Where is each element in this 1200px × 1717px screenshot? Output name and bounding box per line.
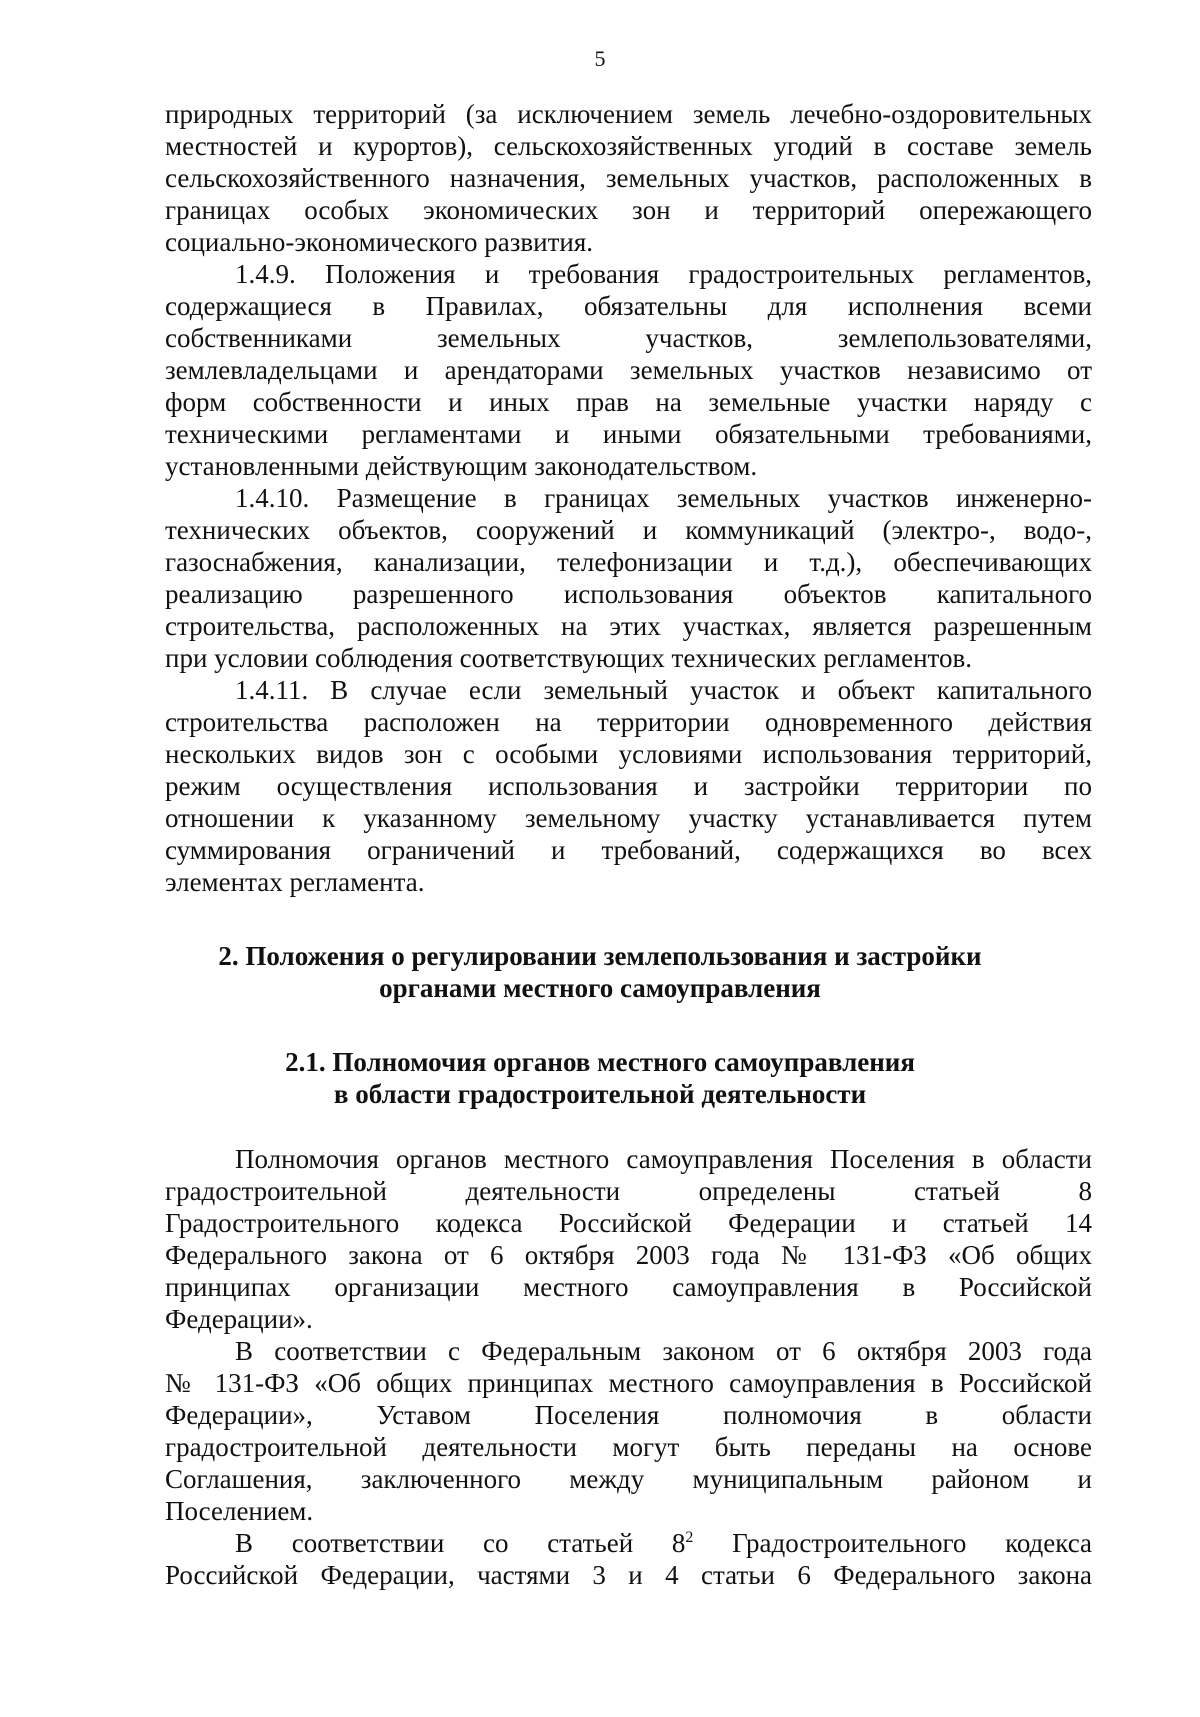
text-line: сельскохозяйственного назначения, земельных участков, расположенных в [165, 163, 1092, 193]
text-line: природных территорий (за исключением земель лечебно-оздоровительных [165, 99, 1092, 129]
text-line: Поселением. [165, 1496, 314, 1526]
text-line: Соглашения, заключенного между муниципальным районом и [165, 1464, 1092, 1494]
text-fragment: В соответствии со статьей 8 [235, 1528, 686, 1558]
text-line: землевладельцами и арендаторами земельных участков независимо от [165, 355, 1092, 385]
text-line: строительства расположен на территории одновременного действия [165, 707, 1092, 737]
text-line: строительства, расположенных на этих участках, является разрешенным [165, 611, 1092, 641]
paragraph-federal-law-first-line: В соответствии с Федеральным законом от 6 октября 2003 года [235, 1336, 1092, 1366]
text-line: форм собственности и иных прав на земельные участки наряду с [165, 387, 1092, 417]
page-number: 5 [594, 46, 606, 71]
text-line: местностей и курортов), сельскохозяйственных угодий в составе земель [165, 131, 1092, 161]
text-line: градостроительной деятельности могут быть переданы на основе [165, 1432, 1092, 1462]
paragraph-article-8-2-first-line [235, 1527, 1092, 1559]
text-line: реализацию разрешенного использования объектов капитального [165, 579, 1092, 609]
text-fragment: Градостроительного кодекса [693, 1528, 1093, 1558]
text-line: градостроительной деятельности определены статьей 8 [165, 1176, 1092, 1206]
text-line: № 131-ФЗ «Об общих принципах местного самоуправления в Российской [165, 1368, 1092, 1398]
paragraph-1-4-10-first-line: 1.4.10. Размещение в границах земельных участков инженерно- [235, 483, 1092, 513]
text-line: отношении к указанному земельному участку устанавливается путем [165, 803, 1092, 833]
text-line: суммирования ограничений и требований, содержащихся во всех [165, 835, 1092, 865]
text-line: содержащиеся в Правилах, обязательны для исполнения всеми [165, 291, 1092, 321]
section-2-heading-line-2: органами местного самоуправления [379, 973, 821, 1003]
text-line: Российской Федерации, частями 3 и 4 статьи 6 Федерального закона [165, 1560, 1092, 1590]
text-line: социально-экономического развития. [165, 227, 594, 257]
text-line: газоснабжения, канализации, телефонизации и т.д.), обеспечивающих [165, 547, 1092, 577]
text-line: техническими регламентами и иными обязательными требованиями, [165, 419, 1092, 449]
text-line: Градостроительного кодекса Российской Федерации и статьей 14 [165, 1208, 1092, 1238]
superscript: 2 [685, 1529, 694, 1546]
text-line: при условии соблюдения соответствующих технических регламентов. [165, 643, 972, 673]
paragraph-1-4-11-first-line: 1.4.11. В случае если земельный участок и объект капитального [235, 675, 1092, 705]
text-line: принципах организации местного самоуправления в Российской [165, 1272, 1092, 1302]
paragraph-1-4-9-first-line: 1.4.9. Положения и требования градостроительных регламентов, [235, 259, 1092, 289]
text-line: собственниками земельных участков, землепользователями, [165, 323, 1092, 353]
text-line: нескольких видов зон с особыми условиями использования территорий, [165, 739, 1092, 769]
text-line: технических объектов, сооружений и коммуникаций (электро-, водо-, [165, 515, 1092, 545]
text-line: установленными действующим законодательством. [165, 451, 758, 481]
text-line: Федерального закона от 6 октября 2003 года № 131-ФЗ «Об общих [165, 1240, 1092, 1270]
text-line: режим осуществления использования и застройки территории по [165, 771, 1092, 801]
paragraph-powers-first-line: Полномочия органов местного самоуправления Поселения в области [235, 1144, 1092, 1174]
text-line: Федерации». [165, 1304, 313, 1334]
text-line: элементах регламента. [165, 867, 425, 897]
section-2-1-heading-line-2: в области градостроительной деятельности [333, 1079, 867, 1109]
text-line: границах особых экономических зон и территорий опережающего [165, 195, 1092, 225]
text-line: Федерации», Уставом Поселения полномочия в области [165, 1400, 1092, 1430]
section-2-1-heading-line-1: 2.1. Полномочия органов местного самоуправления [285, 1047, 915, 1077]
section-2-heading-line-1: 2. Положения о регулировании землепользования и застройки [218, 941, 982, 971]
